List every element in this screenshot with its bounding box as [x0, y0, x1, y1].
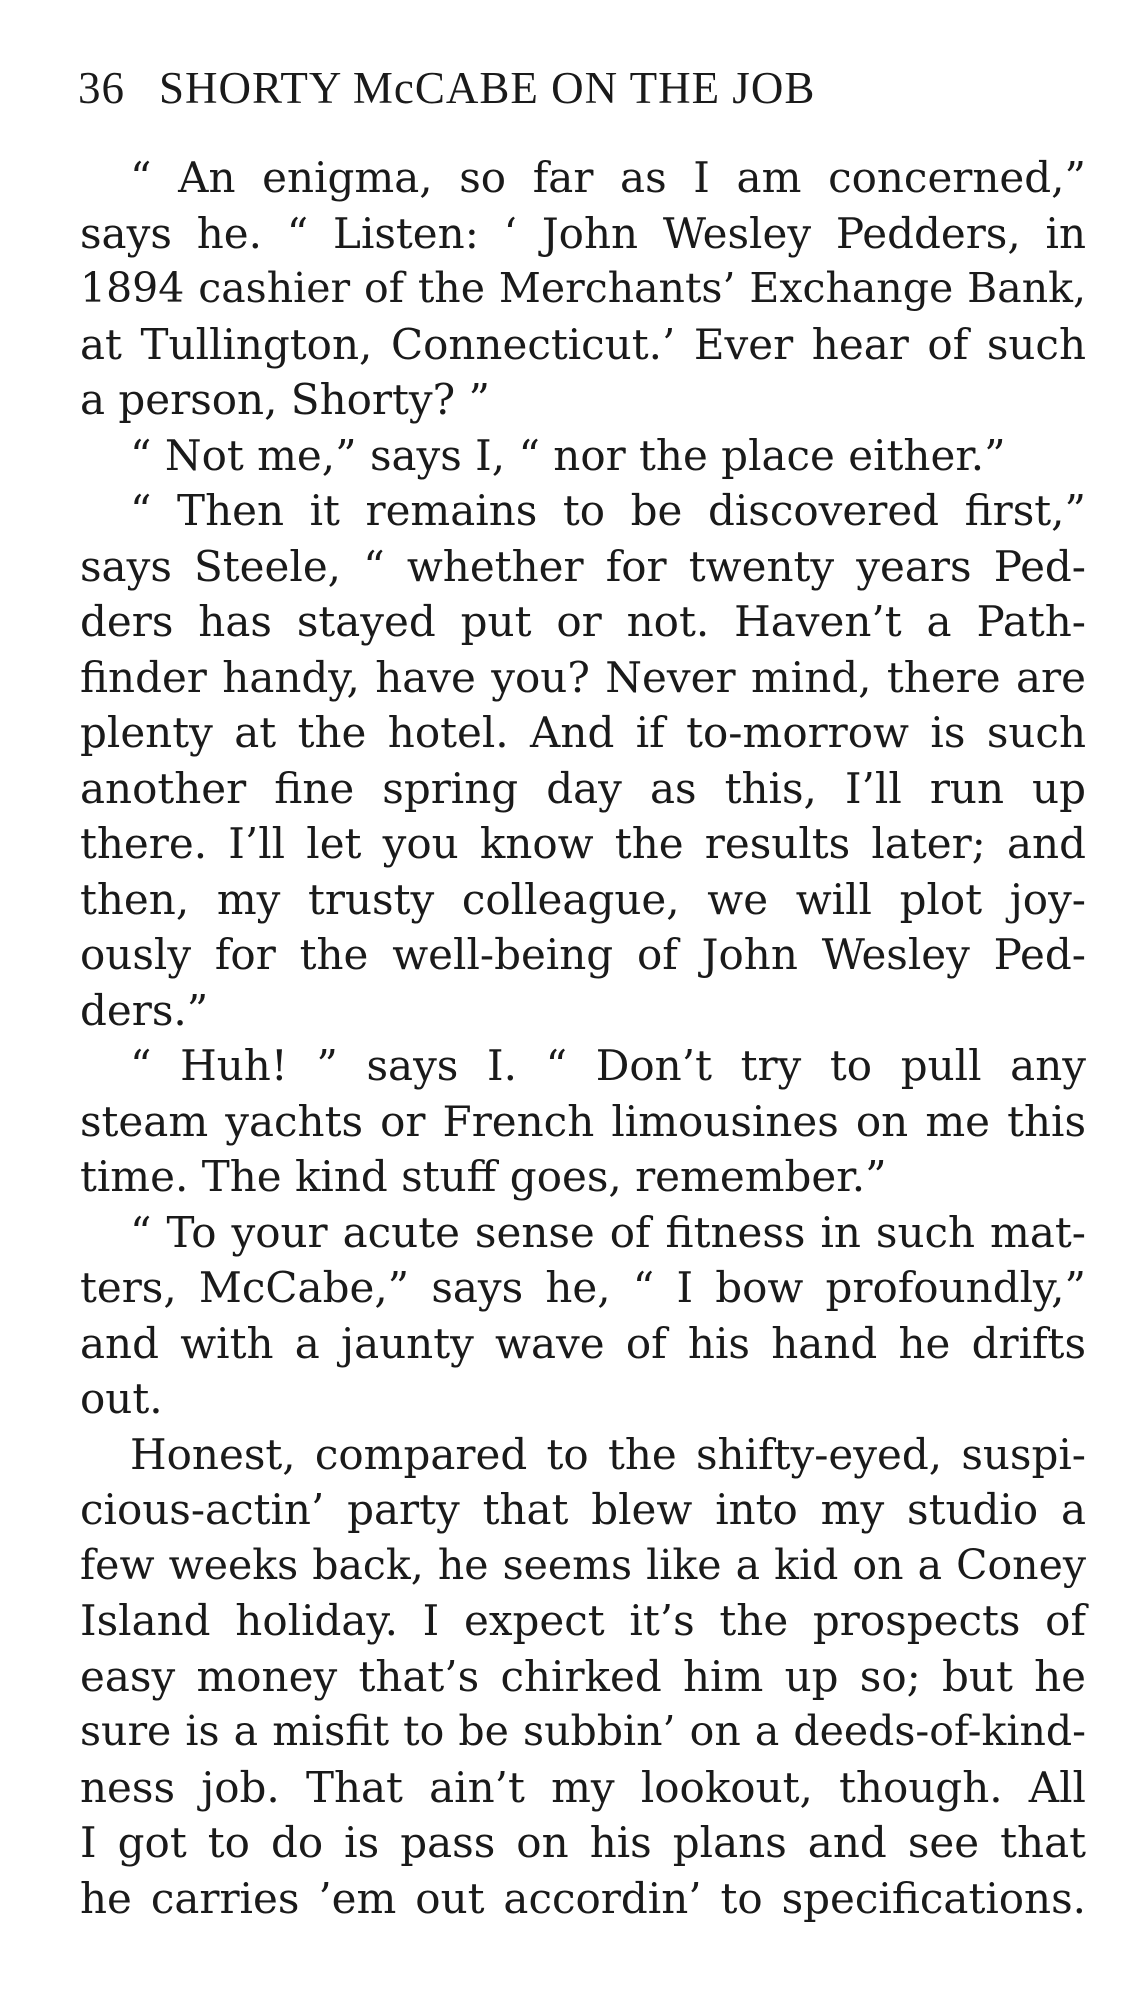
text-line: and with a jaunty wave of his hand he drifts [80, 1318, 1086, 1368]
text-line: few weeks back, he seems like a kid on a Coney [80, 1540, 1086, 1589]
text-line: ness job. That ain’t my lookout, though. All [80, 1762, 1086, 1812]
text-line: sure is a misfit to be subbin’ on a deeds-of-kind- [80, 1707, 1086, 1755]
text-line: out. [80, 1374, 163, 1423]
text-line: I got to do is pass on his plans and see that [80, 1818, 1086, 1867]
text-line: time. The kind stuff goes, remember.” [80, 1152, 887, 1201]
body-text [80, 150, 1086, 1926]
text-line: Honest, compared to the shifty-eyed, suspi- [130, 1429, 1086, 1479]
text-line: there. I’ll let you know the results later; and [80, 819, 1086, 868]
running-title: SHORTY McCABE ON THE JOB [159, 63, 816, 113]
text-line: another fine spring day as this, I’ll run up [80, 763, 1086, 813]
page-number: 36 [78, 63, 125, 113]
running-head [78, 62, 1078, 114]
text-line: at Tullington, Connecticut.’ Ever hear of such [80, 319, 1086, 369]
text-line: steam yachts or French limousines on me this [80, 1096, 1086, 1146]
text-line: “ An enigma, so far as I am concerned,” [130, 153, 1086, 202]
text-line: “ Huh! ” says I. “ Don’t try to pull any [130, 1041, 1086, 1090]
text-line: ders.” [80, 985, 209, 1035]
text-line: “ To your acute sense of fitness in such mat- [130, 1207, 1086, 1257]
text-line: “ Then it remains to be discovered first,” [130, 486, 1086, 535]
text-line: a person, Shorty? ” [80, 375, 490, 424]
text-line: ters, McCabe,” says he, “ I bow profoundly,” [80, 1263, 1086, 1312]
text-line: easy money that’s chirked him up so; but he [80, 1651, 1086, 1701]
text-line: ders has stayed put or not. Haven’t a Path- [80, 597, 1086, 646]
text-line: ously for the well-being of John Wesley Ped- [80, 930, 1086, 979]
text-line: “ Not me,” says I, “ nor the place either.” [130, 430, 1006, 480]
text-line: then, my trusty colleague, we will plot joy- [80, 874, 1086, 924]
text-line: 1894 cashier of the Merchants’ Exchange Bank, [80, 264, 1086, 312]
text-line: says he. “ Listen: ‘ John Wesley Pedders, in [80, 208, 1086, 258]
text-line: finder handy, have you? Never mind, there are [80, 652, 1086, 702]
text-line: cious-actin’ party that blew into my studio a [80, 1485, 1086, 1534]
text-line: plenty at the hotel. And if to-morrow is such [80, 708, 1086, 757]
text-line: Island holiday. I expect it’s the prospects of [80, 1596, 1086, 1645]
text-line: he carries ’em out accordin’ to specifications. [80, 1873, 1086, 1923]
text-line: says Steele, “ whether for twenty years Ped- [80, 541, 1086, 591]
